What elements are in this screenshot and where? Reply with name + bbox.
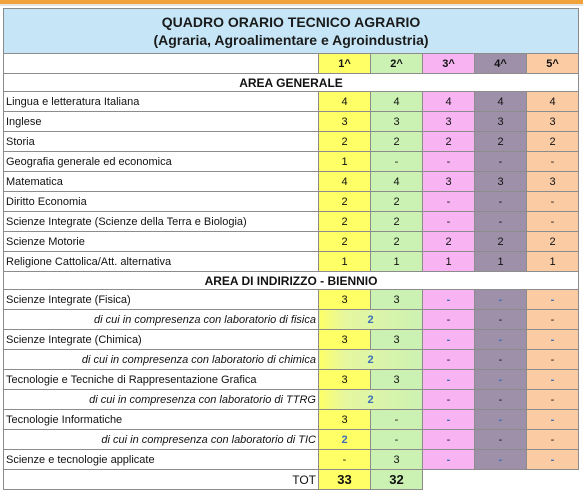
hours-year-1: 1 [319, 252, 371, 272]
hours-year-5: 1 [527, 252, 579, 272]
total-row [4, 470, 579, 490]
lab-row [4, 390, 579, 410]
hours-year-1: 3 [319, 370, 371, 390]
hours-year-2: - [371, 152, 423, 172]
hours-year-5: - [527, 290, 579, 310]
table-row [4, 192, 579, 212]
subject-name: Scienze e tecnologie applicate [4, 450, 319, 470]
table-row [4, 370, 579, 390]
hours-year-3: - [423, 450, 475, 470]
hours-year-2: 3 [371, 112, 423, 132]
subject-name: Diritto Economia [4, 192, 319, 212]
subject-name: Lingua e letteratura Italiana [4, 92, 319, 112]
total-label: TOT [4, 470, 319, 490]
section-row-general [4, 74, 579, 92]
hours-year-5: 2 [527, 132, 579, 152]
hours-year-2: 4 [371, 172, 423, 192]
lab-row [4, 350, 579, 370]
header-empty-cell [4, 54, 319, 74]
subject-name: Scienze Integrate (Scienze della Terra e Biologia) [4, 212, 319, 232]
lab-description: di cui in compresenza con laboratorio di TIC [4, 430, 319, 450]
section-title-general: AREA GENERALE [4, 74, 579, 92]
hours-year-2: 3 [371, 330, 423, 350]
lab-description: di cui in compresenza con laboratorio di chimica [4, 350, 319, 370]
lab-hours-year-5: - [527, 430, 579, 450]
hours-year-4: - [475, 192, 527, 212]
table-row [4, 252, 579, 272]
hours-year-1: 2 [319, 192, 371, 212]
lab-description: di cui in compresenza con laboratorio di fisica [4, 310, 319, 330]
year-header-1: 1^ [319, 54, 371, 74]
hours-year-4: - [475, 330, 527, 350]
lab-hours-years-1-2: 2 [319, 390, 423, 410]
table-row [4, 290, 579, 310]
subject-name: Tecnologie e Tecniche di Rappresentazione Grafica [4, 370, 319, 390]
hours-year-2: 2 [371, 232, 423, 252]
year-header-4: 4^ [475, 54, 527, 74]
hours-year-4: 2 [475, 132, 527, 152]
timetable [3, 8, 579, 490]
hours-year-2: 3 [371, 370, 423, 390]
hours-year-3: - [423, 330, 475, 350]
hours-year-3: 3 [423, 112, 475, 132]
hours-year-2: 1 [371, 252, 423, 272]
table-row [4, 172, 579, 192]
hours-year-3: - [423, 192, 475, 212]
lab-hours-year-5: - [527, 310, 579, 330]
table-row [4, 450, 579, 470]
table-row [4, 330, 579, 350]
hours-year-3: - [423, 290, 475, 310]
hours-year-5: - [527, 192, 579, 212]
lab-hours-year-3: - [423, 430, 475, 450]
hours-year-4: 2 [475, 232, 527, 252]
total-year-1: 33 [319, 470, 371, 490]
hours-year-1: 2 [319, 132, 371, 152]
lab-hours-year-3: - [423, 350, 475, 370]
lab-hours-year-4: - [475, 310, 527, 330]
lab-hours-year-5: - [527, 350, 579, 370]
lab-hours-year-2: - [371, 430, 423, 450]
subject-name: Geografia generale ed economica [4, 152, 319, 172]
hours-year-5: 4 [527, 92, 579, 112]
table-row [4, 212, 579, 232]
table-title [4, 9, 579, 54]
table-row [4, 92, 579, 112]
total-blank [423, 470, 579, 490]
lab-hours-year-4: - [475, 430, 527, 450]
subject-name: Scienze Motorie [4, 232, 319, 252]
subject-name: Scienze Integrate (Chimica) [4, 330, 319, 350]
top-divider [0, 4, 583, 6]
lab-hours-year-3: - [423, 390, 475, 410]
hours-year-5: - [527, 450, 579, 470]
table-row [4, 152, 579, 172]
hours-year-1: 1 [319, 152, 371, 172]
hours-year-3: 1 [423, 252, 475, 272]
lab-description: di cui in compresenza con laboratorio di TTRG [4, 390, 319, 410]
timetable-container [3, 8, 578, 490]
hours-year-1: 2 [319, 232, 371, 252]
hours-year-1: 3 [319, 112, 371, 132]
year-header-3: 3^ [423, 54, 475, 74]
year-header-5: 5^ [527, 54, 579, 74]
hours-year-4: - [475, 290, 527, 310]
hours-year-4: - [475, 450, 527, 470]
title-line-1: QUADRO ORARIO TECNICO AGRARIO [161, 14, 421, 30]
hours-year-4: - [475, 410, 527, 430]
hours-year-2: 2 [371, 212, 423, 232]
year-header-2: 2^ [371, 54, 423, 74]
lab-hours-year-5: - [527, 390, 579, 410]
table-row [4, 112, 579, 132]
title-line-2: (Agraria, Agroalimentare e Agroindustria) [153, 32, 429, 48]
hours-year-1: - [319, 450, 371, 470]
hours-year-5: - [527, 370, 579, 390]
title-row [4, 9, 579, 54]
hours-year-5: - [527, 410, 579, 430]
lab-hours-year-3: - [423, 310, 475, 330]
lab-hours-year-1: 2 [319, 430, 371, 450]
hours-year-3: - [423, 410, 475, 430]
hours-year-2: 3 [371, 290, 423, 310]
hours-year-2: 3 [371, 450, 423, 470]
subject-name: Storia [4, 132, 319, 152]
table-row [4, 132, 579, 152]
subject-name: Inglese [4, 112, 319, 132]
hours-year-4: 4 [475, 92, 527, 112]
hours-year-3: - [423, 370, 475, 390]
hours-year-1: 3 [319, 290, 371, 310]
subject-name: Matematica [4, 172, 319, 192]
hours-year-3: 2 [423, 232, 475, 252]
hours-year-1: 2 [319, 212, 371, 232]
lab-hours-year-4: - [475, 350, 527, 370]
hours-year-1: 3 [319, 410, 371, 430]
hours-year-5: - [527, 330, 579, 350]
lab-hours-years-1-2: 2 [319, 310, 423, 330]
year-header-row [4, 54, 579, 74]
section-title-specific: AREA DI INDIRIZZO - BIENNIO [4, 272, 579, 290]
lab-row [4, 310, 579, 330]
total-year-2: 32 [371, 470, 423, 490]
hours-year-4: - [475, 152, 527, 172]
hours-year-5: - [527, 152, 579, 172]
hours-year-3: - [423, 212, 475, 232]
hours-year-3: - [423, 152, 475, 172]
hours-year-5: 3 [527, 172, 579, 192]
hours-year-4: - [475, 370, 527, 390]
hours-year-1: 4 [319, 92, 371, 112]
hours-year-5: 2 [527, 232, 579, 252]
section-row-specific [4, 272, 579, 290]
hours-year-3: 2 [423, 132, 475, 152]
hours-year-5: 3 [527, 112, 579, 132]
subject-name: Religione Cattolica/Att. alternativa [4, 252, 319, 272]
hours-year-1: 3 [319, 330, 371, 350]
hours-year-2: 2 [371, 132, 423, 152]
subject-name: Tecnologie Informatiche [4, 410, 319, 430]
subject-name: Scienze Integrate (Fisica) [4, 290, 319, 310]
lab-row [4, 430, 579, 450]
hours-year-3: 4 [423, 92, 475, 112]
hours-year-2: 4 [371, 92, 423, 112]
hours-year-4: 1 [475, 252, 527, 272]
hours-year-4: 3 [475, 112, 527, 132]
hours-year-2: - [371, 410, 423, 430]
table-row [4, 410, 579, 430]
hours-year-5: - [527, 212, 579, 232]
lab-hours-years-1-2: 2 [319, 350, 423, 370]
lab-hours-year-4: - [475, 390, 527, 410]
hours-year-1: 4 [319, 172, 371, 192]
hours-year-4: 3 [475, 172, 527, 192]
hours-year-2: 2 [371, 192, 423, 212]
table-row [4, 232, 579, 252]
hours-year-3: 3 [423, 172, 475, 192]
hours-year-4: - [475, 212, 527, 232]
